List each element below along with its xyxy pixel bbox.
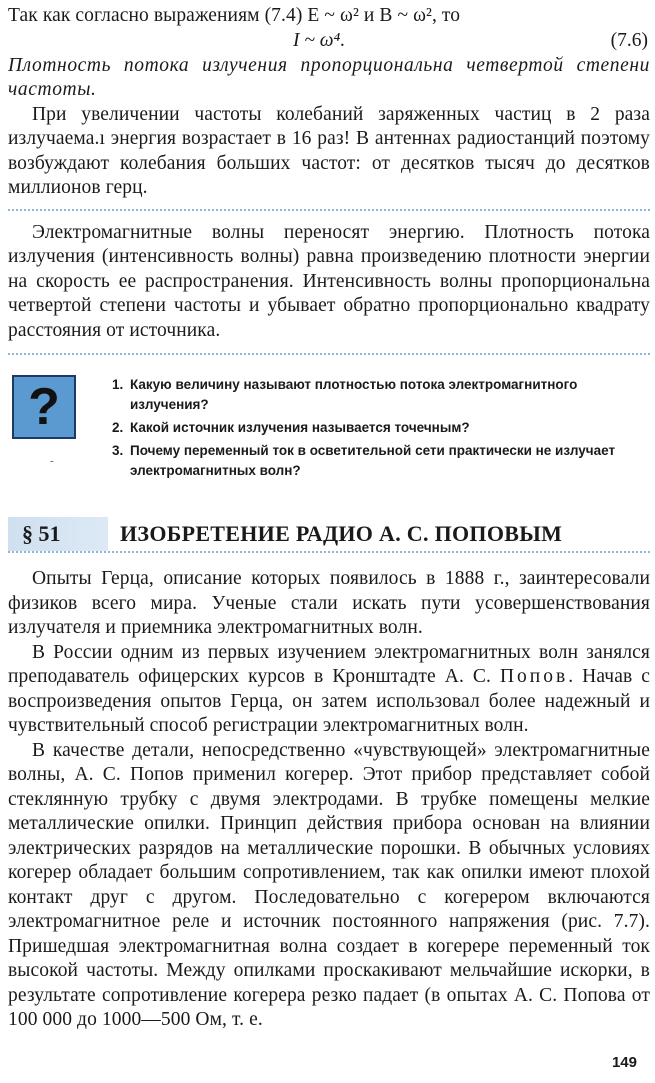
formula-number: (7.6)	[610, 29, 648, 51]
question-item	[112, 418, 648, 438]
section-rule	[8, 551, 650, 553]
question-number: 3.	[112, 443, 124, 458]
section-number: § 51	[22, 521, 61, 546]
paragraph-text: В России одним из первых изучением электромагнитных волн занялся преподаватель офицерских курсов в Кронштадте А. С.	[8, 641, 650, 687]
conclusion-statement: Плотность потока излучения пропорциональна четвертой степени частоты.	[8, 54, 650, 100]
question-list	[112, 375, 648, 484]
page-number: 149	[611, 1054, 637, 1071]
question-text: Какой источник излучения называется точечным?	[130, 420, 470, 435]
review-questions	[8, 369, 650, 487]
summary-paragraph: Электромагнитные волны переносят энергию. Плотность потока излучения (интенсивность волны) равна произведению плотности энергии на скорость ее распространения. Интенсивность волны пропорциональна четвертой степени частоты и убывает обратно пропорционально квадрату расстояния от источника.	[8, 221, 650, 341]
section-title: ИЗОБРЕТЕНИЕ РАДИО А. С. ПОПОВЫМ	[120, 521, 563, 546]
question-text: Какую величину называют плотностью потока электромагнитного излучения?	[130, 377, 578, 412]
paragraph-popov	[8, 641, 650, 739]
divider	[8, 209, 650, 211]
question-number: 2.	[112, 420, 124, 435]
formula-row	[8, 29, 650, 54]
question-text: Почему переменный ток в осветительной сети практически не излучает электромагнитных волн?	[130, 443, 616, 478]
section-header	[8, 517, 650, 555]
formula: I ~ ω⁴.	[293, 29, 346, 51]
small-mark: -	[50, 455, 54, 467]
paragraph-text: . Начав с воспроизведения опытов Герца, он затем использовал более надежный и чувствительный способ регистрации электромагнитных волн.	[8, 666, 651, 736]
question-mark-icon: ?	[12, 375, 76, 439]
question-item	[112, 375, 648, 415]
divider	[8, 353, 650, 355]
intro-line: Так как согласно выражениям (7.4) E ~ ω² и B ~ ω², то	[8, 5, 461, 26]
paragraph-coherer: В качестве детали, непосредственно «чувствующей» электромагнитные волны, А. С. Попов применил когерер. Этот прибор представляет собой стеклянную трубку с двумя электродами. В трубке помещены мелкие металлические опилки. Принцип действия прибора основан на влиянии электрических разрядов на металлические порошки. В обычных условиях когерер обладает большим сопротивлением, так как опилки имеют плохой контакт друг с другом. Последовательно с когерером включаются электромагнитное реле и источник постоянного напряжения (рис. 7.7). Пришедшая электромагнитная волна создает в когерере переменный ток высокой частоты. Между опилками проскакивают мельчайшие искорки, в результате сопротивление когерера резко падает (в опытах А. С. Попова от 100 000 до 1000—500 Ом, т. е.	[8, 739, 650, 1030]
frequency-paragraph: При увеличении частоты колебаний заряженных частиц в 2 раза излучаема.ı энергия возрастает в 16 раз! В антеннах радиостанций поэтому возбуждают колебания больших частот: от десятков тысяч до десятков миллионов герц.	[8, 103, 650, 198]
paragraph-hertz: Опыты Герца, описание которых появилось в 1888 г., заинтересовали физиков всего мира. Ученые стали искать пути усовершенствования излучателя и приемника электромагнитных волн.	[8, 568, 650, 638]
textbook-page	[8, 4, 650, 1033]
question-item	[112, 441, 648, 481]
question-number: 1.	[112, 377, 124, 392]
popov-name: Попов	[499, 666, 569, 687]
